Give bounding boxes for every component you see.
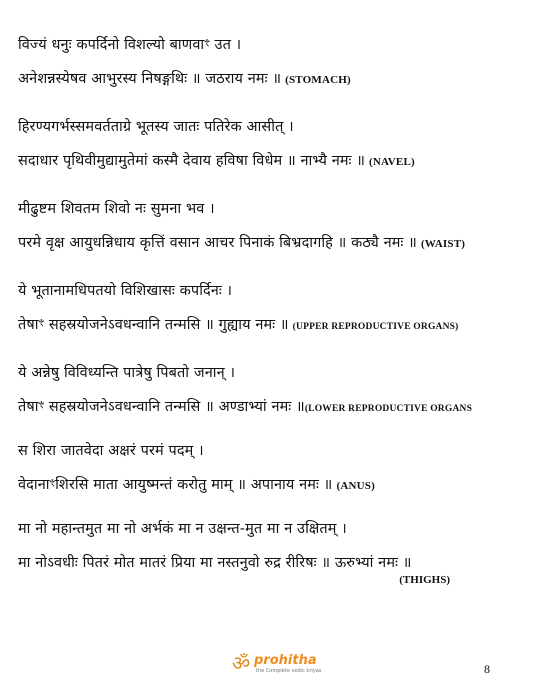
page-footer <box>0 650 550 680</box>
verse-line <box>18 152 538 171</box>
body-part-label: (UPPER REPRODUCTIVE ORGANS) <box>292 322 459 332</box>
verse-line <box>18 118 538 136</box>
stanza-thighs <box>18 520 538 572</box>
verse-text: तेषाꣳ सहस्रयोजनेऽवधन्वानि तन्मसि ॥ अण्डाभ्यां नमः ॥ <box>18 399 305 415</box>
body-part-label: (ANUS) <box>336 480 375 492</box>
verse-line <box>18 364 538 382</box>
verse-line <box>18 442 538 460</box>
logo-tagline: the Complete vedic kriyas <box>256 668 322 674</box>
body-part-label: (NAVEL) <box>369 156 415 168</box>
body-part-label: (STOMACH) <box>285 74 351 86</box>
verse-text: ये अन्नेषु विविध्यन्ति पात्रेषु पिबतो जनान् । <box>18 365 236 381</box>
verse-line <box>18 200 538 218</box>
verse-text: स शिरा जातवेदा अक्षरं परमं पदम् । <box>18 443 204 459</box>
verse-line <box>18 36 538 54</box>
verse-text: अनेशन्नस्येषव आभुरस्य निषङ्गथिः ॥ जठराय नमः ॥ <box>18 71 282 87</box>
verse-text: तेषाꣳ सहस्रयोजनेऽवधन्वानि तन्मसि ॥ गुह्याय नमः ॥ <box>18 317 289 333</box>
verse-text: हिरण्यगर्भस्समवर्तताग्रे भूतस्य जातः पतिरेक आसीत् । <box>18 119 294 135</box>
prohitha-logo <box>232 651 322 678</box>
verse-text: मीढुष्टम शिवतम शिवो नः सुमना भव । <box>18 201 215 217</box>
stanza-anus <box>18 442 538 495</box>
logo-wordmark: prohitha <box>254 653 317 668</box>
verse-line <box>18 554 538 572</box>
om-symbol-icon: ॐ <box>232 651 251 675</box>
stanza-waist <box>18 200 538 253</box>
stanza-navel <box>18 118 538 171</box>
stanza-lower-reproductive <box>18 364 538 418</box>
verse-line <box>18 398 538 418</box>
verse-text: मा नोऽवधीः पितरं मोत मातरं प्रिया मा नस्तनुवो रुद्र रीरिषः ॥ ऊरुभ्यां नमः ॥ <box>18 555 412 571</box>
verse-line <box>18 282 538 300</box>
verse-line <box>18 234 538 253</box>
body-part-label: (THIGHS) <box>399 574 450 586</box>
body-part-label: (LOWER REPRODUCTIVE ORGANS <box>304 404 473 414</box>
stanza-upper-reproductive <box>18 282 538 336</box>
verse-line <box>18 316 538 336</box>
verse-text: विज्यं धनुः कपर्दिनो विशल्यो बाणवाꣳ उत । <box>18 37 242 53</box>
verse-text: मा नो महान्तमुत मा नो अर्भकं मा न उक्षन्त-मुत मा न उक्षितम् । <box>18 521 347 537</box>
verse-text: सदाधार पृथिवीमुद्यामुतेमां कस्मै देवाय हविषा विधेम ॥ नाभ्यै नमः ॥ <box>18 153 366 169</box>
verse-line <box>18 476 538 495</box>
stanza-stomach <box>18 36 538 89</box>
verse-text: परमे वृक्ष आयुधन्निधाय कृत्तिं वसान आचर पिनाकं बिभ्रदागहि ॥ कठ्यै नमः ॥ <box>18 235 417 251</box>
body-part-label: (WAIST) <box>420 238 466 250</box>
verse-text: ये भूतानामधिपतयो विशिखासः कपर्दिनः । <box>18 283 233 299</box>
verse-text: वेदानाꣳशिरसि माता आयुष्मन्तं करोतु माम् ॥ अपानाय नमः ॥ <box>18 477 333 493</box>
verse-line <box>18 70 538 89</box>
page-number: 8 <box>484 662 490 676</box>
verse-line <box>18 520 538 538</box>
